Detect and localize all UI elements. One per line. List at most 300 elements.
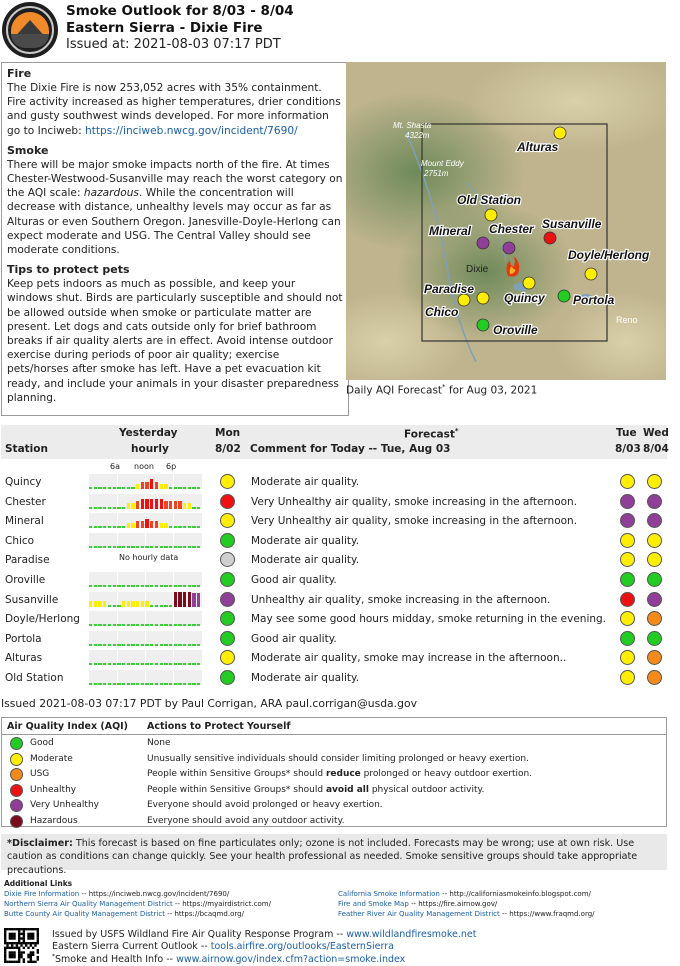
hourly-bar — [89, 507, 92, 509]
hourly-sparkline — [89, 552, 202, 567]
mon-aqi-dot — [220, 631, 235, 646]
forecast-comment: Moderate air quality, smoke may increase in the afternoon.. — [251, 652, 567, 665]
no-hourly-data: No hourly data — [119, 553, 179, 563]
hourly-bar — [117, 663, 120, 665]
hourly-bar — [150, 585, 153, 587]
hourly-bar — [192, 683, 195, 685]
hourly-bar — [197, 683, 200, 685]
hourly-bar — [150, 624, 153, 626]
hour-label-noon: noon — [134, 462, 154, 471]
hourly-bar — [155, 663, 158, 665]
hourly-bar — [127, 503, 130, 508]
site-dot — [558, 290, 570, 302]
additional-link[interactable]: California Smoke Information -- http://californiasmokeinfo.blogspot.com/ — [338, 890, 591, 898]
mon-aqi-dot — [220, 513, 235, 528]
hourly-bar — [131, 601, 134, 606]
hourly-bar — [169, 546, 172, 548]
hourly-bar — [164, 523, 167, 528]
legend-action: People within Sensitive Groups* should avoid all physical outdoor activity. — [147, 784, 485, 795]
hourly-sparkline — [89, 533, 202, 548]
tue-aqi-dot — [620, 611, 635, 626]
hourly-bar — [160, 605, 163, 607]
wed-aqi-dot — [647, 670, 662, 685]
hourly-bar — [98, 546, 101, 548]
hourly-bar — [188, 526, 191, 528]
svg-text:Alturas: Alturas — [517, 140, 559, 154]
hourly-bar — [108, 663, 111, 665]
mon-aqi-dot — [220, 611, 235, 626]
hourly-bar — [183, 644, 186, 646]
hourly-sparkline — [89, 650, 202, 665]
hourly-bar — [136, 546, 139, 548]
hourly-bar — [183, 546, 186, 548]
hourly-bar — [98, 663, 101, 665]
tue-aqi-dot — [620, 474, 635, 489]
site-dot — [554, 127, 566, 139]
hourly-bar — [197, 593, 200, 607]
tue-aqi-dot — [620, 592, 635, 607]
hourly-bar — [174, 585, 177, 587]
hourly-bar — [141, 624, 144, 626]
hourly-bar — [117, 546, 120, 548]
legend-category: USG — [30, 769, 50, 779]
hourly-bar — [127, 601, 130, 606]
hourly-bar — [113, 526, 116, 528]
legend-action: Everyone should avoid any outdoor activity. — [147, 815, 345, 826]
hourly-sparkline — [89, 670, 202, 685]
hourly-bar — [131, 523, 134, 528]
hourly-bar — [136, 521, 139, 528]
disclaimer: *Disclaimer: This forecast is based on fine particulates only; ozone is not included. Forecasts may be wrong; use at own risk. Use caution as conditions can change quickly. See your health professional as needed. Smoke sensitive groups should take appropriate precautions. — [1, 834, 667, 870]
hourly-bar — [145, 683, 148, 685]
hourly-bar — [108, 644, 111, 646]
hourly-bar — [89, 644, 92, 646]
legend-header-aqi: Air Quality Index (AQI) — [7, 721, 129, 732]
hourly-bar — [192, 546, 195, 548]
hourly-bar — [197, 507, 200, 509]
hourly-bar — [103, 487, 106, 489]
table-row — [1, 668, 667, 688]
hourly-bar — [94, 601, 97, 606]
hourly-bar — [178, 644, 181, 646]
tue-aqi-dot — [620, 650, 635, 665]
hourly-bar — [113, 683, 116, 685]
col-wed: Wed — [643, 427, 669, 439]
forecast-comment: Moderate air quality. — [251, 554, 360, 567]
hourly-bar — [108, 605, 111, 607]
hourly-bar — [136, 501, 139, 508]
mon-aqi-dot — [220, 474, 235, 489]
hourly-bar — [169, 663, 172, 665]
legend-category: Very Unhealthy — [30, 800, 99, 810]
hourly-bar — [178, 501, 181, 508]
hourly-bar — [141, 663, 144, 665]
hourly-bar — [127, 487, 130, 489]
hourly-bar — [122, 624, 125, 626]
hourly-bar — [89, 526, 92, 528]
hourly-bar — [150, 663, 153, 665]
forecast-comment: Moderate air quality. — [251, 672, 360, 684]
hourly-bar — [192, 644, 195, 646]
additional-links-title: Additional Links — [4, 879, 73, 888]
hourly-bar — [136, 624, 139, 626]
hourly-bar — [127, 624, 130, 626]
hourly-bar — [94, 644, 97, 646]
hourly-bar — [160, 663, 163, 665]
hourly-bar — [174, 663, 177, 665]
hourly-bar — [197, 644, 200, 646]
hourly-sparkline — [89, 513, 202, 528]
fire-text: The Dixie Fire is now 253,052 acres with 35% containment. Fire activity increased as higher temperatures, drier conditions and gusty southwest winds developed. For more information go to Inciweb: https://inciweb.nwcg.gov/incident/7690/ — [7, 82, 341, 137]
additional-link[interactable]: Butte County Air Quality Management District -- https://bcaqmd.org/ — [4, 910, 244, 918]
hourly-sparkline — [89, 611, 202, 626]
table-row — [1, 629, 667, 649]
hourly-bar — [183, 663, 186, 665]
disclaimer-label: *Disclaimer: — [7, 838, 73, 849]
col-mon-date: 8/02 — [215, 443, 241, 455]
hourly-bar — [98, 644, 101, 646]
wed-aqi-dot — [647, 592, 662, 607]
tue-aqi-dot — [620, 631, 635, 646]
legend-action: None — [147, 738, 171, 748]
hourly-bar — [113, 605, 116, 607]
hourly-bar — [122, 601, 125, 606]
hourly-bar — [160, 683, 163, 685]
hourly-bar — [188, 644, 191, 646]
col-forecast: Forecast* — [404, 427, 459, 441]
hourly-bar — [103, 546, 106, 548]
hourly-bar — [141, 683, 144, 685]
map-caption: Daily AQI Forecast* for Aug 03, 2021 — [346, 383, 538, 397]
table-row — [1, 531, 667, 551]
hourly-bar — [103, 526, 106, 528]
site-chico — [425, 305, 458, 319]
svg-text:Paradise: Paradise — [424, 282, 475, 296]
mon-aqi-dot — [220, 552, 235, 567]
hourly-bar — [98, 487, 101, 489]
legend-color-dot — [10, 799, 23, 812]
hourly-bar — [155, 585, 158, 587]
table-row — [1, 609, 667, 629]
hourly-bar — [160, 624, 163, 626]
hourly-bar — [150, 546, 153, 548]
hourly-bar — [174, 592, 177, 607]
hourly-bar — [145, 499, 148, 509]
hourly-bar — [117, 526, 120, 528]
hourly-bar — [178, 683, 181, 685]
hourly-bar — [117, 487, 120, 489]
hourly-bar — [150, 479, 153, 489]
hourly-bar — [178, 546, 181, 548]
wed-aqi-dot — [647, 494, 662, 509]
mon-aqi-dot — [220, 670, 235, 685]
mt-shasta-elev: 4322m — [405, 131, 430, 140]
tue-aqi-dot — [620, 670, 635, 685]
hourly-bar — [136, 683, 139, 685]
additional-link[interactable]: Fire and Smoke Map -- https://fire.airnow.gov/ — [338, 900, 498, 908]
station-name: Old Station — [5, 672, 64, 684]
legend-action: Everyone should avoid prolonged or heavy exertion. — [147, 800, 383, 810]
hourly-bar — [98, 624, 101, 626]
hourly-bar — [89, 663, 92, 665]
hourly-bar — [155, 624, 158, 626]
hourly-bar — [183, 503, 186, 508]
hourly-bar — [174, 683, 177, 685]
outlook-link[interactable]: tools.airfire.org/outlooks/EasternSierra — [210, 941, 394, 952]
svg-text:Chico: Chico — [425, 305, 459, 319]
hourly-bar — [122, 526, 125, 528]
hourly-bar — [150, 521, 153, 528]
smoke-text: There will be major smoke impacts north of the fire. At times Chester-Westwood-Susanville may reach the worst category on the AQI scale: hazardous. While the concentration will decrease with distance, unhealthy levels may occur as far as Alturas or even Southern Oregon. Janesville-Doyle-Herlong can expect moderate and USG. The Central Valley should see moderate conditions. — [7, 158, 343, 257]
legend-color-dot — [10, 815, 23, 828]
hourly-bar — [131, 663, 134, 665]
hourly-bar — [136, 585, 139, 587]
hourly-bar — [136, 663, 139, 665]
station-name: Chester — [5, 495, 46, 508]
hourly-bar — [94, 683, 97, 685]
forecast-comment: Moderate air quality. — [251, 476, 360, 488]
legend-category: Good — [30, 738, 54, 748]
wed-aqi-dot — [647, 533, 662, 548]
page-subtitle: Eastern Sierra - Dixie Fire — [66, 20, 263, 36]
hourly-bar — [174, 526, 177, 528]
forecast-comment: Unhealthy air quality, smoke increasing in the afternoon. — [251, 593, 551, 606]
station-name: Oroville — [5, 574, 46, 586]
hourly-bar — [188, 487, 191, 489]
hourly-bar — [108, 585, 111, 587]
hourly-bar — [141, 601, 144, 606]
table-row — [1, 648, 667, 668]
hourly-bar — [89, 601, 92, 606]
hourly-bar — [192, 487, 195, 489]
legend-row — [2, 736, 666, 752]
hourly-bar — [113, 546, 116, 548]
hourly-bar — [136, 644, 139, 646]
hourly-bar — [183, 624, 186, 626]
pets-heading: Tips to protect pets — [7, 263, 130, 277]
wed-aqi-dot — [647, 572, 662, 587]
footer-line-3: *Smoke and Health Info -- www.airnow.gov/index.cfm?action=smoke.index — [52, 953, 406, 966]
hourly-bar — [108, 507, 111, 509]
hourly-bar — [145, 624, 148, 626]
inciweb-link[interactable]: https://inciweb.nwcg.gov/incident/7690/ — [85, 124, 298, 137]
hourly-bar — [98, 526, 101, 528]
hourly-bar — [183, 585, 186, 587]
station-name: Susanville — [5, 593, 59, 606]
legend-row — [2, 783, 666, 799]
hourly-bar — [155, 499, 158, 509]
hourly-bar — [94, 624, 97, 626]
hourly-bar — [192, 526, 195, 528]
wed-aqi-dot — [647, 552, 662, 567]
hourly-bar — [127, 644, 130, 646]
tue-aqi-dot — [620, 513, 635, 528]
svg-text:Doyle/Herlong: Doyle/Herlong — [568, 248, 650, 262]
hourly-bar — [169, 526, 172, 528]
table-row — [1, 590, 667, 610]
hourly-bar — [103, 683, 106, 685]
hourly-bar — [89, 585, 92, 587]
station-name: Alturas — [5, 652, 43, 665]
hourly-bar — [188, 503, 191, 508]
station-name: Portola — [5, 632, 42, 645]
mon-aqi-dot — [220, 592, 235, 607]
hourly-bar — [122, 546, 125, 548]
hourly-bar — [122, 644, 125, 646]
hourly-bar — [160, 546, 163, 548]
col-comment: Comment for Today -- Tue, Aug 03 — [250, 443, 451, 455]
legend-category: Hazardous — [30, 815, 78, 826]
hourly-bar — [131, 585, 134, 587]
hourly-bar — [94, 663, 97, 665]
hourly-bar — [94, 487, 97, 489]
aqi-forecast-map[interactable] — [346, 62, 666, 380]
tue-aqi-dot — [620, 494, 635, 509]
svg-text:Quincy: Quincy — [504, 291, 545, 305]
hourly-bar — [164, 644, 167, 646]
mon-aqi-dot — [220, 650, 235, 665]
site-dot — [544, 232, 556, 244]
col-hourly: hourly — [131, 443, 169, 455]
hourly-bar — [89, 487, 92, 489]
legend-row — [2, 798, 666, 814]
hourly-bar — [136, 601, 139, 606]
hourly-bar — [160, 585, 163, 587]
hourly-bar — [174, 501, 177, 508]
reno-label: Reno — [616, 315, 638, 325]
legend-action: People within Sensitive Groups* should reduce prolonged or heavy outdoor exertion. — [147, 769, 533, 779]
hourly-bar — [122, 683, 125, 685]
col-yesterday: Yesterday — [119, 427, 178, 439]
forecast-comment: May see some good hours midday, smoke returning in the evening. — [251, 613, 607, 626]
site-dot — [477, 319, 489, 331]
hourly-bar — [164, 683, 167, 685]
col-mon: Mon — [215, 427, 241, 439]
hourly-bar — [89, 683, 92, 685]
legend-color-dot — [10, 784, 23, 797]
hourly-bar — [192, 593, 195, 607]
hourly-bar — [192, 585, 195, 587]
hourly-bar — [145, 482, 148, 489]
airnow-link[interactable]: www.airnow.gov/index.cfm?action=smoke.index — [176, 954, 406, 966]
station-name: Doyle/Herlong — [5, 613, 80, 626]
hourly-bar — [160, 484, 163, 489]
legend-color-dot — [10, 737, 23, 750]
issued-time: Issued at: 2021-08-03 07:17 PDT — [66, 37, 281, 52]
header — [0, 0, 680, 58]
col-tue: Tue — [616, 427, 637, 439]
svg-text:Susanville: Susanville — [542, 217, 602, 231]
smoke-heading: Smoke — [7, 143, 49, 157]
hourly-bar — [164, 501, 167, 508]
col-wed-date: 8/04 — [643, 443, 669, 455]
station-name: Chico — [5, 534, 35, 547]
hourly-bar — [145, 601, 148, 606]
hourly-bar — [127, 523, 130, 528]
hourly-bar — [131, 644, 134, 646]
col-station: Station — [5, 443, 48, 455]
hourly-bar — [94, 546, 97, 548]
hourly-bar — [113, 507, 116, 509]
hourly-bar — [174, 546, 177, 548]
hourly-bar — [188, 663, 191, 665]
additional-link[interactable]: Northern Sierra Air Quality Management District -- https://myairdistrict.com/ — [4, 900, 271, 908]
hourly-bar — [164, 624, 167, 626]
hourly-sparkline — [89, 631, 202, 646]
hourly-bar — [113, 487, 116, 489]
table-row — [1, 570, 667, 590]
hourly-bar — [150, 644, 153, 646]
station-name: Paradise — [5, 554, 50, 567]
svg-text:Mineral: Mineral — [429, 224, 472, 238]
hourly-bar — [178, 624, 181, 626]
legend-category: Unhealthy — [30, 784, 77, 795]
hourly-bar — [174, 624, 177, 626]
tue-aqi-dot — [620, 552, 635, 567]
qr-code[interactable] — [4, 928, 39, 963]
hourly-bar — [150, 605, 153, 607]
legend-row — [2, 767, 666, 783]
wildlandfiresmoke-link[interactable]: www.wildlandfiresmoke.net — [346, 929, 477, 940]
svg-text:Old Station: Old Station — [457, 193, 521, 207]
hourly-bar — [197, 585, 200, 587]
hourly-bar — [174, 644, 177, 646]
forecast-comment: Very Unhealthy air quality, smoke increasing in the afternoon. — [251, 495, 578, 508]
svg-text:Portola: Portola — [573, 293, 615, 307]
hourly-bar — [108, 487, 111, 489]
legend-header-actions: Actions to Protect Yourself — [147, 721, 291, 732]
hourly-bar — [98, 601, 101, 606]
page-title: Smoke Outlook for 8/03 - 8/04 — [66, 3, 294, 19]
hourly-bar — [131, 546, 134, 548]
hourly-bar — [188, 592, 191, 607]
hourly-bar — [160, 644, 163, 646]
hourly-bar — [117, 624, 120, 626]
legend-row — [2, 752, 666, 768]
additional-link[interactable]: Feather River Air Quality Management District -- https://www.fraqmd.org/ — [338, 910, 595, 918]
narrative-box — [1, 62, 349, 416]
additional-link[interactable]: Dixie Fire Information -- https://inciweb.nwcg.gov/incident/7690/ — [4, 890, 230, 898]
station-name: Quincy — [5, 476, 42, 488]
site-dot — [523, 277, 535, 289]
hourly-bar — [188, 683, 191, 685]
hourly-bar — [192, 507, 195, 509]
hourly-bar — [183, 487, 186, 489]
hourly-bar — [117, 507, 120, 509]
legend-action: Unusually sensitive individuals should consider limiting prolonged or heavy exertion. — [147, 753, 529, 764]
hourly-bar — [183, 683, 186, 685]
wed-aqi-dot — [647, 631, 662, 646]
hourly-bar — [164, 605, 167, 607]
wed-aqi-dot — [647, 611, 662, 626]
hourly-bar — [141, 482, 144, 489]
hourly-bar — [127, 683, 130, 685]
aqi-legend — [1, 717, 667, 827]
hourly-bar — [178, 592, 181, 607]
hourly-bar — [117, 605, 120, 607]
hourly-bar — [150, 499, 153, 509]
forecast-comment: Very Unhealthy air quality, smoke increasing in the afternoon. — [251, 515, 578, 528]
hourly-bar — [122, 663, 125, 665]
hourly-bar — [131, 487, 134, 489]
pets-text: Keep pets indoors as much as possible, and keep your windows shut. Birds are particularly susceptible and should not be allowed outside when smoke or particulate matter are present. Let dogs and cats outside only for brief bathroom breaks if air quality alerts are in effect. Avoid intense outdoor exercise during periods of poor air quality; exercise pets/horses after smoke has left. Have a pet evacuation kit ready, and include your animals in your disaster preparedness planning. — [7, 278, 343, 404]
hourly-bar — [122, 487, 125, 489]
program-logo — [2, 2, 58, 58]
col-tue-date: 8/03 — [615, 443, 641, 455]
hourly-bar — [169, 683, 172, 685]
svg-text:Chester: Chester — [489, 222, 534, 236]
hourly-bar — [108, 624, 111, 626]
